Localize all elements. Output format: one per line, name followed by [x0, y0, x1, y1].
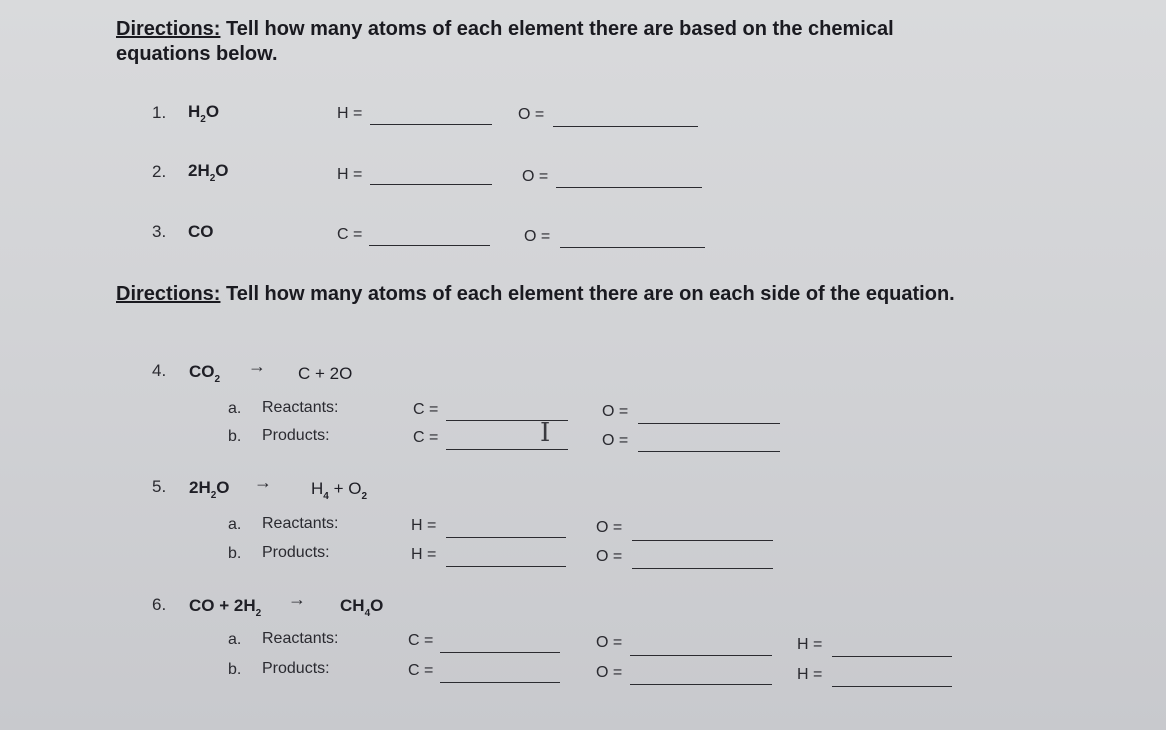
directions-1-label: Directions:: [116, 18, 221, 40]
q6-reactant-sub: 2: [255, 608, 262, 619]
q5-react-h-line[interactable]: [446, 537, 566, 538]
q5-prod-o-label: O =: [596, 548, 623, 565]
item-1-h-label: H =: [337, 105, 363, 122]
q5-b-label: b.: [228, 545, 242, 562]
item-3-formula: CO: [188, 222, 214, 241]
q5-arrow-icon: →: [254, 472, 272, 492]
item-3-o-answer-line[interactable]: [560, 247, 705, 248]
q5-prod-h-label: H =: [411, 546, 437, 563]
q5-a-text: Reactants:: [262, 515, 339, 532]
q6-arrow-icon: →: [288, 589, 306, 609]
q6-prod-o-label: O =: [596, 664, 623, 681]
q5-react-h-label: H =: [411, 517, 437, 534]
q4-reactant-text: CO: [189, 362, 215, 381]
directions-2-text: Tell how many atoms of each element there are on each side of the equation.: [220, 283, 955, 305]
q4-prod-o-line[interactable]: [638, 451, 780, 452]
q5-number: 5.: [152, 477, 167, 496]
directions-2: [116, 283, 955, 306]
q5-p1: H: [311, 479, 324, 498]
q6-product-sub: 4: [364, 608, 371, 619]
q5-p-plus: + O: [328, 479, 362, 498]
q4-react-o-label: O =: [602, 403, 629, 420]
q4-a-label: a.: [228, 400, 242, 417]
q6-a-label: a.: [228, 631, 242, 648]
item-1-f2: O: [205, 102, 220, 121]
q5-b-text: Products:: [262, 544, 330, 561]
item-3-c-label: C =: [337, 226, 363, 243]
q4-prod-c-label: C =: [413, 429, 439, 446]
q4-b-text: Products:: [262, 427, 330, 444]
directions-2-label: Directions:: [116, 283, 221, 305]
text-cursor-icon: I: [540, 418, 551, 448]
q6-number: 6.: [152, 595, 167, 614]
q6-reactant-text: CO + 2H: [189, 596, 256, 615]
q6-product-tail: O: [370, 596, 384, 615]
q5-reactant-sub: 2: [210, 490, 217, 501]
item-2-o-label: O =: [522, 168, 549, 185]
item-3-c-answer-line[interactable]: [369, 245, 490, 246]
item-2-formula: [188, 161, 229, 184]
item-1-number: 1.: [152, 103, 167, 122]
q5-reactant-tail: O: [216, 478, 230, 497]
q4-prod-c-line[interactable]: [446, 449, 568, 450]
q4-arrow-icon: →: [248, 356, 266, 376]
item-2-h-answer-line[interactable]: [370, 184, 492, 185]
item-2-sub: 2: [209, 173, 216, 184]
item-1-formula: [188, 102, 220, 125]
q5-react-o-line[interactable]: [632, 540, 773, 541]
q6-react-h-line[interactable]: [832, 656, 952, 657]
q6-react-o-line[interactable]: [630, 655, 772, 656]
q6-react-c-label: C =: [408, 632, 434, 649]
q5-prod-o-line[interactable]: [632, 568, 773, 569]
q5-reactant: [189, 478, 230, 501]
q5-react-o-label: O =: [596, 519, 623, 536]
item-2-f2: O: [215, 161, 229, 180]
q6-react-c-line[interactable]: [440, 652, 560, 653]
q6-prod-c-line[interactable]: [440, 682, 560, 683]
item-1-h-answer-line[interactable]: [370, 124, 492, 125]
q4-reactant-sub: 2: [214, 374, 221, 385]
directions-1-text: Tell how many atoms of each element there are based on the chemical: [220, 18, 894, 40]
q6-a-text: Reactants:: [262, 630, 339, 647]
q4-product: C + 2O: [298, 364, 353, 383]
q5-prod-h-line[interactable]: [446, 566, 566, 567]
item-2-f1: 2H: [188, 161, 210, 180]
q4-b-label: b.: [228, 428, 242, 445]
q5-a-label: a.: [228, 516, 242, 533]
q4-reactant: [189, 362, 221, 385]
q6-reactant: [189, 596, 262, 619]
q4-prod-o-label: O =: [602, 432, 629, 449]
item-1-o-answer-line[interactable]: [553, 126, 698, 127]
q5-p1-sub: 4: [323, 491, 329, 502]
q6-b-text: Products:: [262, 660, 330, 677]
directions-1: [116, 18, 894, 41]
item-2-h-label: H =: [337, 166, 363, 183]
q6-react-o-label: O =: [596, 634, 623, 651]
q5-reactant-text: 2H: [189, 478, 211, 497]
q4-react-c-label: C =: [413, 401, 439, 418]
directions-1-line2: equations below.: [116, 43, 278, 65]
item-3-o-label: O =: [524, 228, 551, 245]
item-2-o-answer-line[interactable]: [556, 187, 702, 188]
q6-react-h-label: H =: [797, 636, 823, 653]
q6-prod-h-line[interactable]: [832, 686, 952, 687]
q6-prod-h-label: H =: [797, 666, 823, 683]
item-1-sub: 2: [200, 114, 206, 125]
q5-p2-sub: 2: [361, 491, 368, 502]
q6-product: [340, 596, 384, 619]
q6-prod-o-line[interactable]: [630, 684, 772, 685]
q6-product-text: CH: [340, 596, 365, 615]
item-1-f1: H: [188, 102, 201, 121]
item-3-number: 3.: [152, 222, 167, 241]
q6-b-label: b.: [228, 661, 242, 678]
q6-prod-c-label: C =: [408, 662, 434, 679]
q5-product: [311, 479, 368, 502]
q4-a-text: Reactants:: [262, 399, 339, 416]
q4-react-o-line[interactable]: [638, 423, 780, 424]
item-1-o-label: O =: [518, 106, 545, 123]
item-2-number: 2.: [152, 162, 167, 181]
q4-number: 4.: [152, 361, 167, 380]
